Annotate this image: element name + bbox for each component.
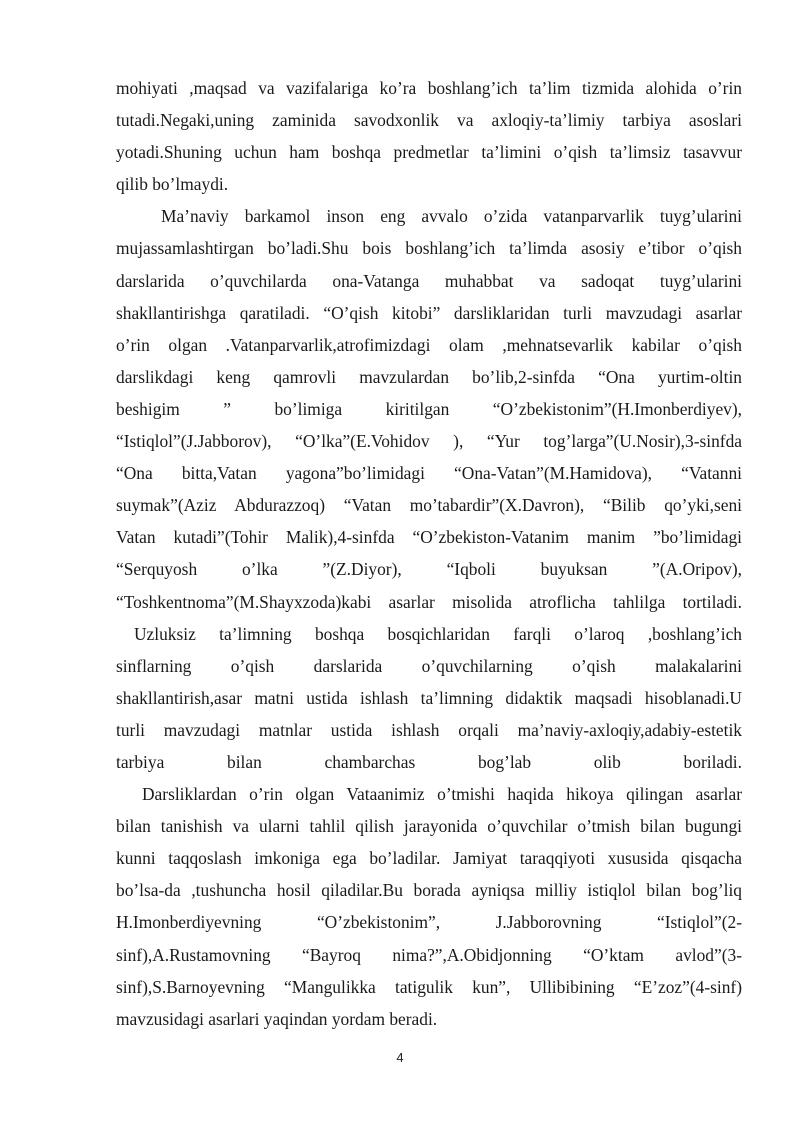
text-line: sinf),S.Barnoyevning “Mangulikka tatigulik kun”, Ullibibining “E’zoz”(4-sinf): [116, 976, 742, 997]
text-line: beshigim ” bo’limiga kiritilgan “O’zbekistonim”(H.Imonberdiyev),: [116, 398, 742, 419]
text-line: Ma’naviy barkamol inson eng avvalo o’zida vatanparvarlik tuyg’ularini: [161, 206, 742, 227]
text-line: bo’lsa-da ,tushuncha hosil qiladilar.Bu borada ayniqsa milliy istiqlol bilan bog’liq: [116, 880, 742, 901]
text-line: sinflarning o’qish darslarida o’quvchilarning o’qish malakalarini: [116, 655, 742, 676]
text-line: sinf),A.Rustamovning “Bayroq nima?”,A.Obidjonning “O’ktam avlod”(3-: [116, 944, 742, 965]
text-line: turli mavzudagi matnlar ustida ishlash orqali ma’naviy-axloqiy,adabiy-estetik: [116, 719, 742, 740]
text-line: darslarida o’quvchilarda ona-Vatanga muhabbat va sadoqat tuyg’ularini: [116, 270, 742, 291]
text-line: Darsliklardan o’rin olgan Vataanimiz o’tmishi haqida hikoya qilingan asarlar: [142, 784, 742, 805]
text-line: o’rin olgan .Vatanparvarlik,atrofimizdagi olam ,mehnatsevarlik kabilar o’qish: [116, 334, 742, 355]
text-line: darslikdagi keng qamrovli mavzulardan bo’lib,2-sinfda “Ona yurtim-oltin: [116, 366, 742, 387]
text-line: shakllantirish,asar matni ustida ishlash ta’limning didaktik maqsadi hisoblanadi.U: [116, 687, 742, 708]
text-line: “Ona bitta,Vatan yagona”bo’limidagi “Ona-Vatan”(M.Hamidova), “Vatanni: [116, 463, 742, 484]
text-line: “Toshkentnoma”(M.Shayxzoda)kabi asarlar misolida atroflicha tahlilga tortiladi.: [116, 591, 742, 612]
text-line: yotadi.Shuning uchun ham boshqa predmetlar ta’limini o’qish ta’limsiz tasavvur: [116, 142, 742, 163]
text-line: H.Imonberdiyevning “O’zbekistonim”, J.Jabborovning “Istiqlol”(2-: [116, 912, 742, 933]
text-line: suymak”(Aziz Abdurazzoq) “Vatan mo’tabardir”(X.Davron), “Bilib qo’yki,seni: [116, 495, 742, 516]
page-number: 4: [396, 1050, 404, 1065]
text-line: tutadi.Negaki,uning zaminida savodxonlik va axloqiy-ta’limiy tarbiya asoslari: [116, 110, 742, 131]
text-line: “Istiqlol”(J.Jabborov), “O’lka”(E.Vohidov ), “Yur tog’larga”(U.Nosir),3-sinfda: [116, 431, 742, 452]
text-line: shakllantirishga qaratiladi. “O’qish kitobi” darsliklaridan turli mavzudagi asarlar: [116, 302, 742, 323]
text-line: Uzluksiz ta’limning boshqa bosqichlaridan farqli o’laroq ,boshlang’ich: [134, 623, 742, 644]
body-text: [116, 72, 742, 1035]
text-line: “Serquyosh o’lka ”(Z.Diyor), “Iqboli buyuksan ”(A.Oripov),: [116, 559, 742, 580]
text-line: tarbiya bilan chambarchas bog’lab olib boriladi.: [116, 751, 742, 772]
text-line: mujassamlashtirgan bo’ladi.Shu bois boshlang’ich ta’limda asosiy e’tibor o’qish: [116, 238, 742, 259]
text-line: kunni taqqoslash imkoniga ega bo’ladilar. Jamiyat taraqqiyoti xususida qisqacha: [116, 848, 742, 869]
text-line: qilib bo’lmaydi.: [116, 174, 229, 195]
text-line: bilan tanishish va ularni tahlil qilish jarayonida o’quvchilar o’tmish bilan bugungi: [116, 816, 742, 837]
text-line: mohiyati ,maqsad va vazifalariga ko’ra boshlang’ich ta’lim tizmida alohida o’rin: [116, 78, 742, 98]
text-line: Vatan kutadi”(Tohir Malik),4-sinfda “O’zbekiston-Vatanim manim ”bo’limidagi: [116, 527, 742, 548]
text-line: mavzusidagi asarlari yaqindan yordam beradi.: [116, 1008, 438, 1029]
